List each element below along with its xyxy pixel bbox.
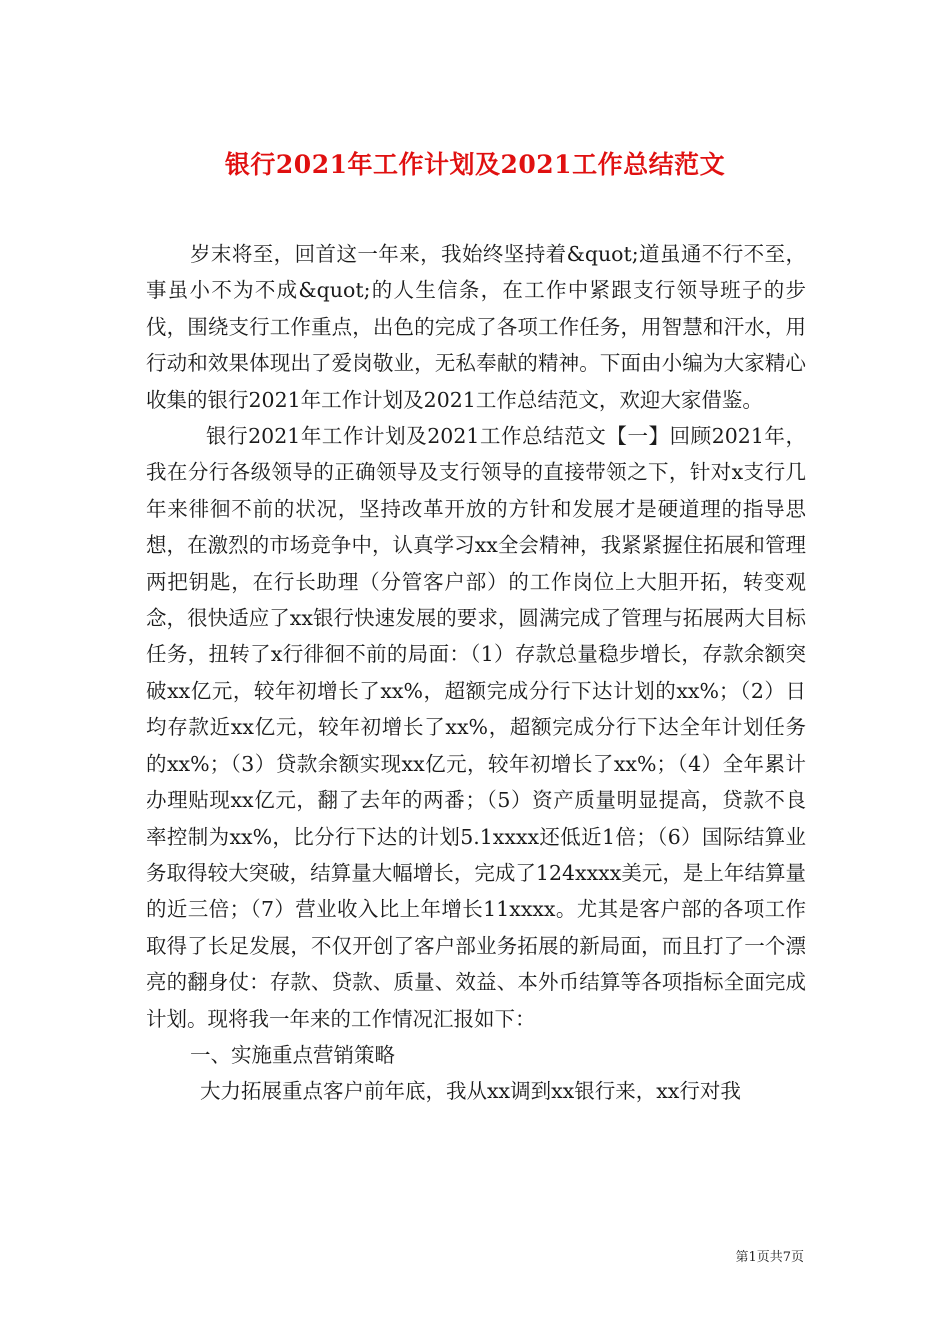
section-heading: 一、实施重点营销策略 <box>190 1042 395 1067</box>
paragraph-section-start: 大力拓展重点客户前年底，我从xx调到xx银行来，xx行对我 <box>200 1079 741 1104</box>
document-body <box>146 236 806 1110</box>
paragraph-intro: 岁末将至，回首这一年来，我始终坚持着&quot;道虽通不行不至，事虽小不为不成&quot;的人生信条，在工作中紧跟支行领导班子的步伐，围绕支行工作重点，出色的完成了各项工作任务，用智慧和汗水，用行动和效果体现出了爱岗敬业，无私奉献的精神。下面由小编为大家精心收集的银行2021年工作计划及2021工作总结范文，欢迎大家借鉴。 <box>146 242 806 412</box>
page-number: 第1页共7页 <box>735 1250 804 1265</box>
document-title: 银行2021年工作计划及2021工作总结范文 <box>224 149 726 179</box>
paragraph-review: 银行2021年工作计划及2021工作总结范文【一】回顾2021年，我在分行各级领导的正确领导及支行领导的直接带领之下，针对x支行几年来徘徊不前的状况，坚持改革开放的方针和发展才是硬道理的指导思想，在激烈的市场竞争中，认真学习xx全会精神，我紧紧握住拓展和管理两把钥匙，在行长助理（分管客户部）的工作岗位上大胆开拓，转变观念，很快适应了xx银行快速发展的要求，圆满完成了管理与拓展两大目标任务，扭转了x行徘徊不前的局面：（1）存款总量稳步增长，存款余额突破xx亿元，较年初增长了xx%，超额完成分行下达计划的xx%；（2）日均存款近xx亿元，较年初增长了xx%，超额完成分行下达全年计划任务的xx%；（3）贷款余额实现xx亿元，较年初增长了xx%；（4）全年累计办理贴现xx亿元，翻了去年的两番；（5）资产质量明显提高，贷款不良率控制为xx%，比分行下达的计划5.1xxxx还低近1倍；（6）国际结算业务取得较大突破，结算量大幅增长，完成了124xxxx美元，是上年结算量的近三倍；（7）营业收入比上年增长11xxxx。尤其是客户部的各项工作取得了长足发展，不仅开创了客户部业务拓展的新局面，而且打了一个漂亮的翻身仗：存款、贷款、质量、效益、本外币结算等各项指标全面完成计划。现将我一年来的工作情况汇报如下： <box>146 424 806 1031</box>
